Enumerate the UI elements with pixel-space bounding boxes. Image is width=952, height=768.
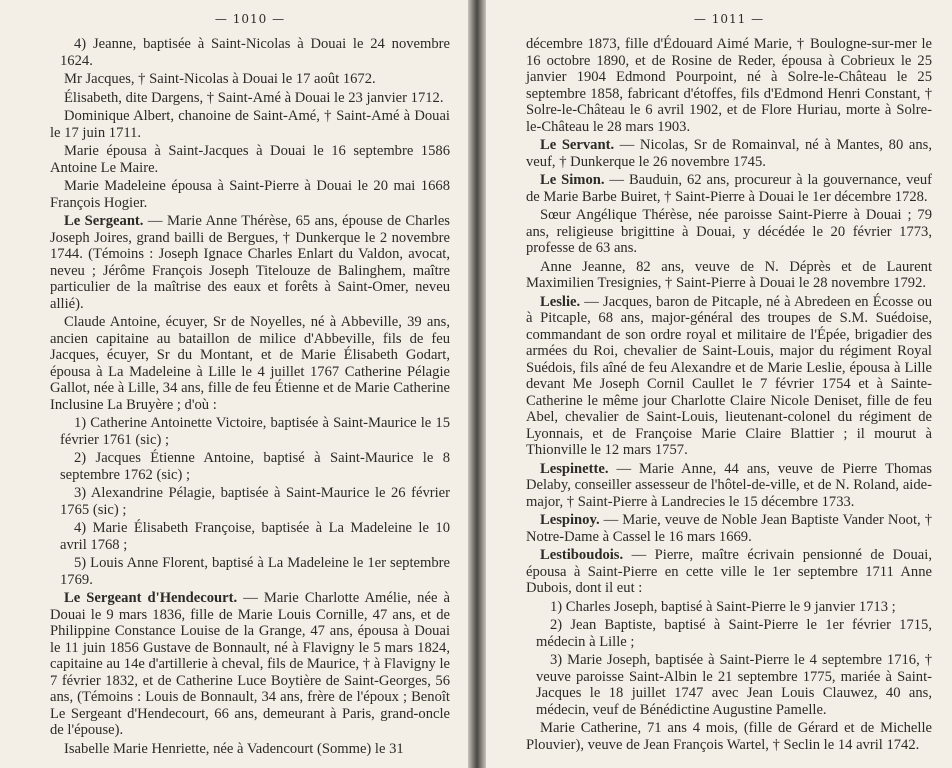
paragraph	[50, 90, 450, 107]
paragraph-text: — Nicolas, Sr de Romainval, né à Mantes, 80 ans, veuf, † Dunkerque le 26 novembre 1745.	[526, 137, 932, 170]
page-number: — 1010 —	[214, 12, 286, 26]
paragraph-text: 2) Jean Baptiste, baptisé à Saint-Pierre le 1er février 1715, médecin à Lille ;	[536, 617, 932, 650]
paragraph-text: décembre 1873, fille d'Édouard Aimé Marie, † Boulogne-sur-mer le 16 octobre 1890, et de Rosine de Reder, épousa à Cobrieux le 25 janvier 1904 Edmond Pourpoint, né à Solre-le-Château le 25 septembre 1858, fabricant d'étoffes, fils d'Edmond Henri Constant, † Solre-le-Château le 6 avril 1902, et de Flore Huriau, morte à Solre-le-Château le 28 mars 1903.	[526, 36, 932, 135]
list-item	[50, 450, 450, 483]
paragraph-text: Anne Jeanne, 82 ans, veuve de N. Déprès et de Laurent Maximilien Tresignies, † Saint-Pierre à Douai le 28 novembre 1792.	[526, 258, 932, 291]
paragraph	[50, 108, 450, 141]
entry-heading: Le Servant.	[540, 137, 615, 153]
entry-paragraph	[526, 172, 932, 205]
entry-paragraph	[526, 461, 932, 511]
paragraph-text: Sœur Angélique Thérèse, née paroisse Saint-Pierre à Douai ; 79 ans, religieuse brigittine à Douai, y décédée le 20 février 1773, professe de 63 ans.	[526, 207, 932, 256]
list-item	[526, 599, 932, 616]
paragraph-text: — Marie Anne Thérèse, 65 ans, épouse de Charles Joseph Joires, grand bailli de Bergues, † Dunkerque le 2 novembre 1744. (Témoins : Joseph Ignace Charles Enlart du Valdon, avocat, neveu ; Jérôme François Joseph Titelouze de Balinghem, maître particulier de la maîtrise des eaux et forêts à Saint-Omer, neveu allié).	[50, 213, 450, 312]
paragraph-text: Claude Antoine, écuyer, Sr de Noyelles, né à Abbeville, 39 ans, ancien capitaine au bataillon de milice d'Abbeville, fils de feu Jacques, écuyer, Sr du Montant, et de Marie Élisabeth Godart, épousa à La Madeleine à Lille le 4 juillet 1767 Catherine Pélagie Gallot, née à Lille, 34 ans, fille de feu Étienne et de Marie Catherine Inclusine La Bruyère ; d'où :	[50, 314, 450, 413]
list-item	[50, 555, 450, 588]
paragraph-text: — Jacques, baron de Pitcaple, né à Abredeen en Écosse ou à Pitcaple, 68 ans, major-général des troupes de S.M. Suédoise, commandant de son ordre royal et militaire de l'Épée, brigadier des armées du Roi, chevalier de Saint-Louis, major du régiment Royal Suédois, fils aîné de feu Alexandre et de Marie Leslie, épousa à Lille devant Me Joseph Cornil Caullet le 7 février 1754 et à Sainte-Catherine le même jour Charlotte Claire Nicole Deniset, fille de feu Abel, chevalier de Saint-Louis, lieutenant-colonel du régiment de Lyonnais, et de Françoise Marie Claire Blattier ; il mourut à Thionville le 12 mars 1757.	[526, 293, 932, 458]
left-page-text	[50, 36, 450, 757]
paragraph-text: 2) Jacques Étienne Antoine, baptisé à Saint-Maurice le 8 septembre 1762 (sic) ;	[60, 450, 450, 483]
page-number: — 1011 —	[693, 12, 765, 26]
right-page	[486, 0, 952, 768]
entry-heading: Le Simon.	[540, 172, 605, 188]
list-item	[50, 520, 450, 553]
paragraph-text: 3) Marie Joseph, baptisée à Saint-Pierre le 4 septembre 1716, † veuve paroisse Saint-Albin le 21 septembre 1775, mariée à Saint-Jacques le 18 juillet 1747 avec Jean Louis Clauwez, 40 ans, médecin, veuf de Bénédictine Augustine Pamelle.	[536, 652, 932, 718]
paragraph-text: — Bauduin, 62 ans, procureur à la gouvernance, veuf de Marie Barbe Buiret, † Saint-Pierre à Douai le 1er décembre 1728.	[526, 172, 932, 205]
paragraph	[50, 314, 450, 413]
entry-heading: Leslie.	[540, 293, 581, 310]
entry-paragraph	[526, 512, 932, 545]
paragraph	[50, 741, 450, 758]
paragraph-text: 1) Catherine Antoinette Victoire, baptisée à Saint-Maurice le 15 février 1761 (sic) ;	[60, 415, 450, 448]
paragraph	[50, 71, 450, 88]
paragraph-text: — Pierre, maître écrivain pensionné de Douai, épousa à Saint-Pierre en cette ville le 1er septembre 1711 Anne Dubois, dont il eut :	[526, 547, 932, 596]
paragraph	[526, 207, 932, 257]
paragraph-text: Marie Madeleine épousa à Saint-Pierre à Douai le 20 mai 1668 François Hogier.	[50, 178, 450, 211]
list-item	[50, 415, 450, 448]
paragraph-text: Marie Catherine, 71 ans 4 mois, (fille de Gérard et de Michelle Plouvier), veuve de Jean François Wartel, † Seclin le 14 avril 1742.	[526, 720, 932, 753]
entry-heading: Lestiboudois.	[540, 547, 624, 563]
paragraph	[50, 143, 450, 176]
book-gutter	[468, 0, 486, 768]
paragraph-text: 4) Jeanne, baptisée à Saint-Nicolas à Douai le 24 novembre 1624.	[60, 36, 450, 69]
paragraph-text: — Marie Charlotte Amélie, née à Douai le 9 mars 1836, fille de Marie Louis Cornille, 47 ans, et de Philippine Constance Louise de la Grange, 47 ans, épousa à Douai le 11 juin 1856 Gustave de Bonnault, né à Flavigny le 5 mars 1824, capitaine au 14e d'artillerie à cheval, fils de Maurice, † à Flavigny le 7 février 1832, et de Catherine Luce Boytière de Saint-Georges, 56 ans, (Témoins : Louis de Bonnault, 34 ans, frère de l'époux ; Benoît Le Sergeant d'Hendecourt, 66 ans, demeurant à Paris, grand-oncle de l'épouse).	[50, 590, 450, 738]
entry-paragraph	[526, 294, 932, 459]
list-item	[526, 652, 932, 718]
paragraph-text: — Marie, veuve de Noble Jean Baptiste Vander Noot, † Notre-Dame à Cassel le 16 mars 1669.	[526, 512, 932, 545]
paragraph-text: Mr Jacques, † Saint-Nicolas à Douai le 17 août 1672.	[64, 71, 376, 87]
entry-heading: Lespinoy.	[540, 512, 600, 528]
entry-paragraph	[526, 547, 932, 597]
paragraph-text: 1) Charles Joseph, baptisé à Saint-Pierre le 9 janvier 1713 ;	[550, 598, 896, 615]
entry-paragraph	[50, 213, 450, 312]
paragraph-text: 5) Louis Anne Florent, baptisé à La Madeleine le 1er septembre 1769.	[60, 555, 450, 588]
list-item	[50, 485, 450, 518]
paragraph	[526, 36, 932, 135]
paragraph-text: 3) Alexandrine Pélagie, baptisée à Saint-Maurice le 26 février 1765 (sic) ;	[60, 485, 450, 518]
entry-heading: Lespinette.	[540, 460, 609, 477]
paragraph-text: 4) Marie Élisabeth Françoise, baptisée à La Madeleine le 10 avril 1768 ;	[60, 520, 450, 553]
entry-paragraph	[50, 590, 450, 739]
paragraph	[50, 178, 450, 211]
paragraph-text: — Marie Anne, 44 ans, veuve de Pierre Thomas Delaby, conseiller assesseur de l'hôtel-de-ville, et de N. Roland, aide-major, † Saint-Pierre à Landrecies le 15 décembre 1733.	[526, 460, 932, 510]
paragraph	[526, 720, 932, 753]
paragraph-text: Dominique Albert, chanoine de Saint-Amé, † Saint-Amé à Douai le 17 juin 1711.	[50, 108, 450, 141]
entry-heading: Le Sergeant d'Hendecourt.	[64, 590, 238, 606]
entry-paragraph	[526, 137, 932, 170]
paragraph-text: Élisabeth, dite Dargens, † Saint-Amé à Douai le 23 janvier 1712.	[64, 89, 444, 106]
list-item	[526, 617, 932, 650]
paragraph-text: Isabelle Marie Henriette, née à Vadencourt (Somme) le 31	[64, 740, 404, 757]
left-page	[0, 0, 468, 768]
paragraph	[526, 259, 932, 292]
right-page-text	[526, 36, 932, 753]
entry-heading: Le Sergeant.	[64, 213, 144, 229]
list-item	[50, 36, 450, 69]
paragraph-text: Marie épousa à Saint-Jacques à Douai le 16 septembre 1586 Antoine Le Maire.	[50, 143, 450, 176]
